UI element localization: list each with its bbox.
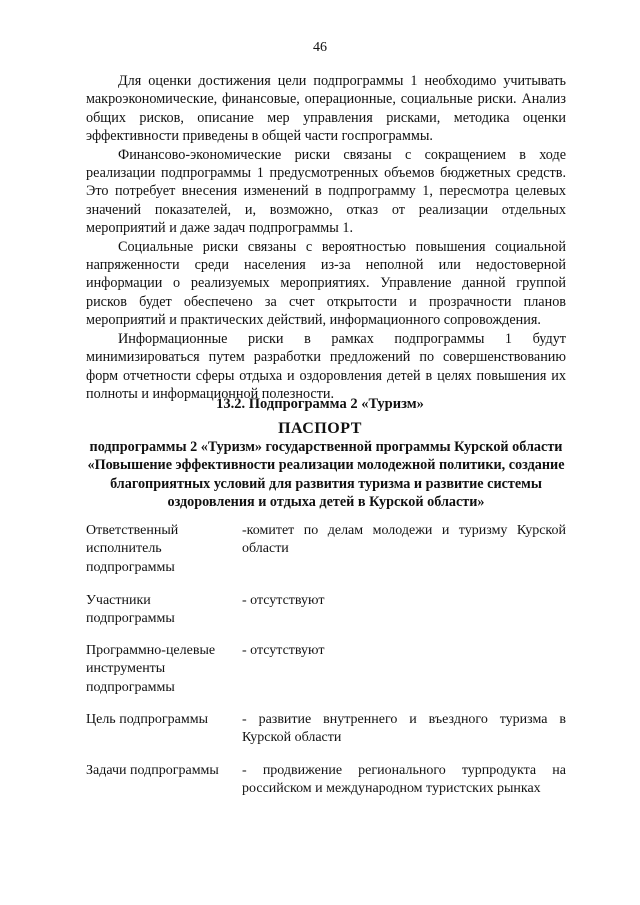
body-text [86,72,566,403]
paragraph: Социальные риски связаны с вероятностью повышения социальной напряженности среди населения из-за неполной или недостоверной информации о реализуемых мероприятиях. Управление данной группой рисков будет обеспечено за счет открытости и прозрачности планов мероприятий и практических действий, информационного сопровождения. [86,238,566,329]
passport-row-label: Задачи подпрограммы [86,763,219,778]
passport-title: ПАСПОРТ [278,420,362,437]
passport-row-label: Цель подпрограммы [86,712,208,727]
passport-row-label: Участники подпрограммы [86,593,175,627]
passport-row-label: Программно-целевые инструменты подпрограммы [86,643,216,695]
passport-row-value: -комитет по делам молодежи и туризму Курской области [242,523,566,557]
passport-row-value: - развитие внутреннего и въездного туризма в Курской области [242,712,566,746]
passport-row-value: - отсутствуют [242,593,325,608]
page-number: 46 [313,40,327,55]
paragraph: Информационные риски в рамках подпрограммы 1 будут минимизироваться путем разработки предложений по совершенствованию форм отчетности сферы отдыха и оздоровления детей в целях повышения их полноты и информационной полезности. [86,330,566,402]
passport-row-value: - продвижение регионального турпродукта на российском и международном туристских рынках [242,763,566,797]
passport-row-value: - отсутствуют [242,643,325,658]
paragraph: Финансово-экономические риски связаны с сокращением в ходе реализации подпрограммы 1 предусмотренных объемов бюджетных средств. Это потребует внесения изменений в подпрограмму 1, пересмотра целевых значений показателей, и, возможно, отказ от реализации отдельных мероприятий и даже задач подпрограммы 1. [86,146,566,237]
passport-row-label: Ответственный исполнитель подпрограммы [86,523,179,575]
passport-subtitle: подпрограммы 2 «Туризм» государственной программы Курской области «Повышение эффективности реализации молодежной политики, создание благоприятных условий для развития туризма и развитие системы оздоровления и отдыха детей в Курской области» [87,439,565,511]
section-title: 13.2. Подпрограмма 2 «Туризм» [216,396,424,412]
paragraph: Для оценки достижения цели подпрограммы 1 необходимо учитывать макроэкономические, финансовые, операционные, социальные риски. Анализ общих рисков, описание мер управления рисками, методика оценки эффективности приведены в общей части госпрограммы. [86,73,566,145]
